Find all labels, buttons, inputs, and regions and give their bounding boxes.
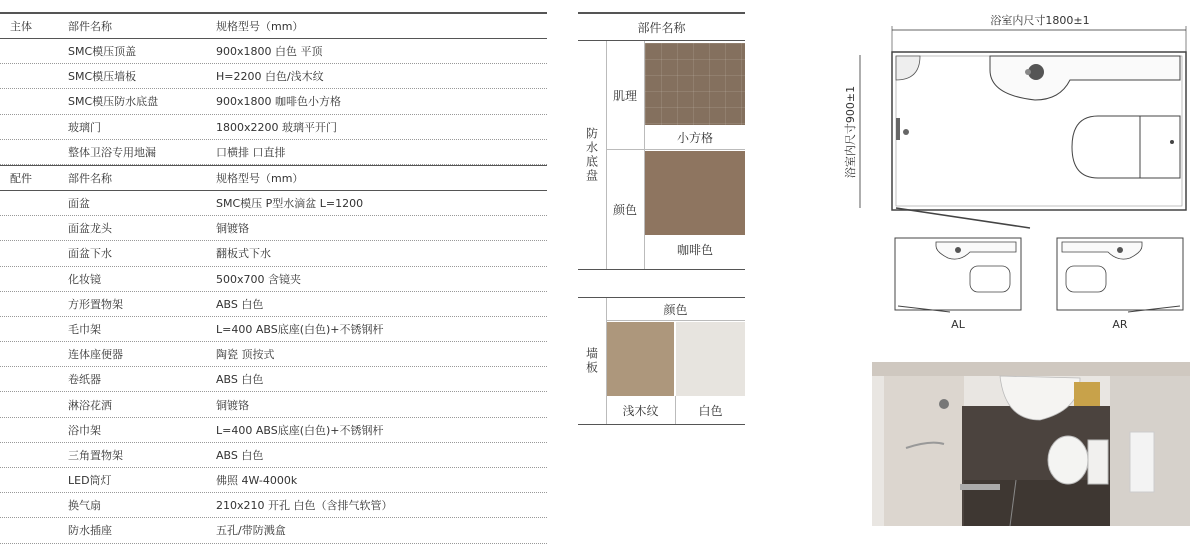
part-name: 化妆镜 [68, 272, 101, 286]
coffee-swatch [645, 151, 745, 235]
part-name: 连体座便器 [68, 348, 123, 362]
part-name: 换气扇 [68, 499, 101, 513]
table-row [0, 493, 547, 518]
part-name: 浴巾架 [68, 423, 101, 437]
part-name: SMC模压防水底盘 [68, 95, 159, 109]
part-spec: 翻板式下水 [216, 247, 271, 261]
materials-panel [578, 12, 745, 424]
accessory-section-label: 配件 [10, 171, 32, 185]
table-row [0, 518, 547, 543]
part-spec: 500x700 含镜夹 [216, 272, 301, 286]
col-spec-header: 规格型号（mm） [216, 171, 304, 185]
floor-label: 防水底盘 [584, 127, 599, 183]
spec-table [0, 12, 547, 544]
col-spec-header: 规格型号（mm） [216, 20, 304, 33]
wall-label: 墙板 [584, 347, 599, 375]
part-name: SMC模压顶盖 [68, 45, 137, 59]
width-dimension: 浴室内尺寸1800±1 [990, 14, 1090, 27]
part-name: 卷纸器 [68, 373, 101, 387]
part-name: 淋浴花洒 [68, 398, 112, 412]
table-row [0, 216, 547, 241]
table-row [0, 392, 547, 417]
part-spec: ABS 白色 [216, 297, 264, 311]
part-spec: ABS 白色 [216, 448, 264, 462]
table-row [0, 418, 547, 443]
part-name: 面盆龙头 [68, 222, 112, 236]
part-name: 毛巾架 [68, 322, 101, 336]
part-name: 玻璃门 [68, 120, 101, 134]
part-name: 面盆 [68, 197, 90, 211]
table-row [0, 317, 547, 342]
part-spec: 900x1800 咖啡色小方格 [216, 95, 341, 109]
height-dimension: 浴室内尺寸900±1 [844, 85, 857, 179]
color-name: 咖啡色 [676, 242, 713, 257]
table-row [0, 89, 547, 114]
part-spec: SMC模压 P型水滴盆 L=1200 [216, 197, 364, 211]
part-name: 面盆下水 [68, 247, 112, 261]
part-spec: 铜镀铬 [216, 398, 249, 412]
main-section-header [0, 12, 547, 39]
part-name: 三角置物架 [68, 448, 123, 462]
wood-swatch [607, 322, 674, 396]
table-row [0, 64, 547, 89]
part-name: SMC模压墙板 [68, 70, 137, 84]
part-spec: 900x1800 白色 平顶 [216, 45, 323, 59]
part-spec: 五孔/带防溅盒 [216, 524, 286, 538]
part-spec: H=2200 白色/浅木纹 [216, 70, 324, 84]
wood-name: 浅木纹 [622, 403, 659, 418]
texture-name: 小方格 [676, 130, 713, 145]
part-name: 防水插座 [68, 524, 112, 538]
white-swatch [676, 322, 745, 396]
table-row [0, 267, 547, 292]
part-spec: 210x210 开孔 白色（含排气软管） [216, 499, 393, 513]
color-label: 颜色 [612, 202, 637, 217]
part-spec: 陶瓷 顶按式 [216, 348, 275, 362]
col-name-header: 部件名称 [68, 171, 112, 185]
part-spec: L=400 ABS底座(白色)+不锈钢杆 [216, 322, 384, 336]
texture-swatch [645, 43, 745, 125]
floor-plan [840, 0, 1200, 538]
texture-label: 肌理 [612, 88, 637, 103]
part-spec: 口横排 口直排 [216, 145, 286, 159]
variant-al-label: AL [951, 318, 965, 331]
accessory-section-header [0, 165, 547, 191]
table-row [0, 39, 547, 64]
materials-header: 部件名称 [578, 12, 745, 41]
table-row [0, 468, 547, 493]
table-row [0, 367, 547, 392]
basin-icon [990, 56, 1180, 100]
table-row [0, 140, 547, 165]
part-spec: L=400 ABS底座(白色)+不锈钢杆 [216, 423, 384, 437]
table-row [0, 443, 547, 468]
bathroom-render [872, 362, 1190, 526]
col-name-header: 部件名称 [68, 20, 112, 33]
table-row [0, 342, 547, 367]
part-spec: 铜镀铬 [216, 222, 249, 236]
toilet-icon [1072, 116, 1140, 178]
main-section-label: 主体 [10, 20, 32, 33]
variant-ar-label: AR [1112, 318, 1128, 331]
part-name: 方形置物架 [68, 297, 123, 311]
part-spec: 1800x2200 玻璃平开门 [216, 120, 337, 134]
table-row [0, 241, 547, 266]
table-row [0, 292, 547, 317]
part-spec: ABS 白色 [216, 373, 264, 387]
part-spec: 佛照 4W-4000k [216, 474, 298, 488]
table-row [0, 115, 547, 140]
table-row [0, 191, 547, 216]
wall-color-header: 颜色 [663, 302, 688, 317]
white-name: 白色 [698, 403, 723, 418]
part-name: 整体卫浴专用地漏 [68, 145, 156, 159]
part-name: LED筒灯 [68, 474, 112, 488]
